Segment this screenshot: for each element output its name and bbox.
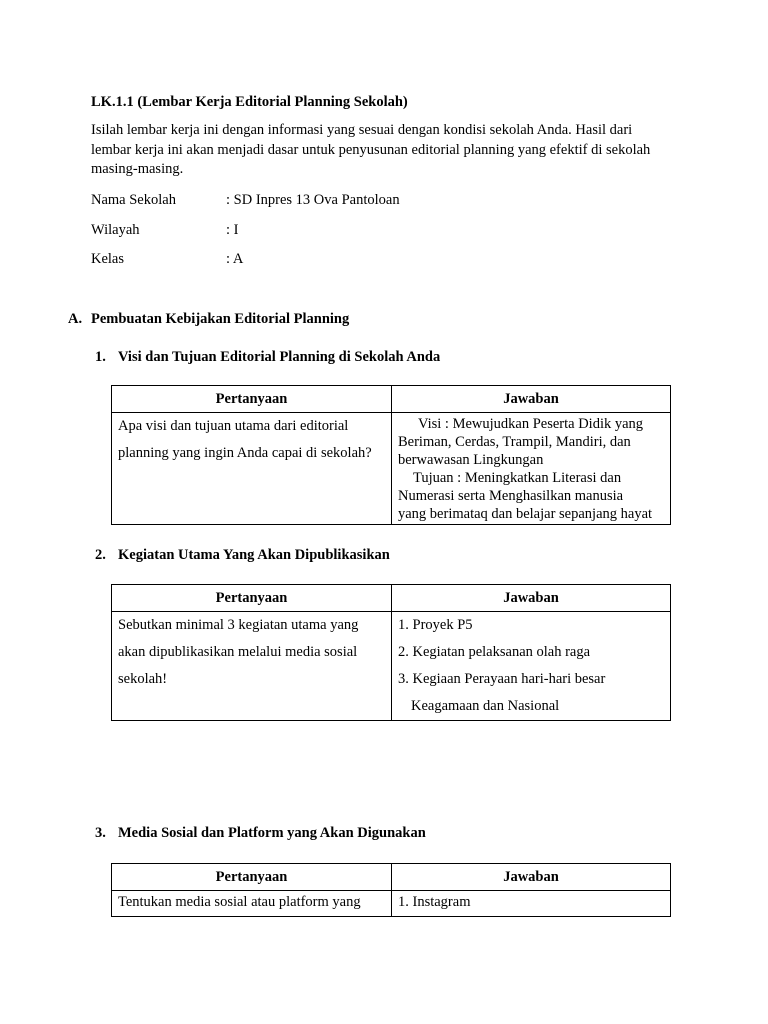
subsection-1-number: 1. [95, 349, 106, 365]
answer-cell [392, 891, 671, 917]
intro-line: lembar kerja ini akan menjadi dasar untuk penyusunan editorial planning yang efektif di sekolah [91, 141, 651, 158]
answer-cell [392, 612, 671, 721]
answer-line: Beriman, Cerdas, Trampil, Mandiri, dan [398, 434, 631, 450]
subsection-2-title: Kegiatan Utama Yang Akan Dipublikasikan [118, 547, 390, 563]
answer-header: Jawaban [392, 585, 671, 612]
question-line: Sebutkan minimal 3 kegiatan utama yang [118, 617, 359, 633]
subsection-2-number: 2. [95, 547, 106, 563]
intro-paragraph [91, 121, 681, 180]
section-a-marker: A. [68, 311, 83, 327]
question-header: Pertanyaan [112, 386, 392, 413]
question-cell [112, 413, 392, 525]
question-header: Pertanyaan [112, 864, 392, 891]
question-line: Apa visi dan tujuan utama dari editorial [118, 418, 349, 434]
intro-line: masing-masing. [91, 161, 184, 177]
question-line: akan dipublikasikan melalui media sosial [118, 644, 358, 660]
class-value: : A [226, 251, 244, 267]
region-value: : I [226, 222, 239, 238]
answer-line: 2. Kegiatan pelaksanan olah raga [398, 644, 591, 660]
answer-line: 1. Instagram [398, 894, 471, 910]
question-line: sekolah! [118, 671, 168, 687]
answer-line: Visi : Mewujudkan Peserta Didik yang [418, 416, 644, 432]
activities-table [111, 584, 671, 721]
media-table [111, 863, 671, 917]
answer-line: 3. Kegiaan Perayaan hari-hari besar [398, 671, 606, 687]
question-cell [112, 612, 392, 721]
region-label: Wilayah [91, 222, 140, 238]
answer-line: yang berimataq dan belajar sepanjang hayat [398, 506, 653, 522]
subsection-3-number: 3. [95, 825, 106, 841]
school-name-value: : SD Inpres 13 Ova Pantoloan [226, 192, 400, 208]
vision-table [111, 385, 671, 525]
question-header: Pertanyaan [112, 585, 392, 612]
question-cell [112, 891, 392, 917]
answer-header: Jawaban [392, 386, 671, 413]
answer-line: Keagamaan dan Nasional [411, 698, 560, 714]
answer-line: Tujuan : Meningkatkan Literasi dan [413, 470, 622, 486]
answer-line: berwawasan Lingkungan [398, 452, 544, 468]
worksheet-title: LK.1.1 (Lembar Kerja Editorial Planning Sekolah) [91, 94, 408, 110]
class-label: Kelas [91, 251, 125, 267]
answer-cell [392, 413, 671, 525]
section-a-title: Pembuatan Kebijakan Editorial Planning [91, 311, 350, 327]
question-line: planning yang ingin Anda capai di sekolah? [118, 445, 372, 461]
answer-line: 1. Proyek P5 [398, 617, 473, 633]
answer-line: Numerasi serta Menghasilkan manusia [398, 488, 624, 504]
answer-header: Jawaban [392, 864, 671, 891]
school-name-label: Nama Sekolah [91, 192, 176, 208]
question-line: Tentukan media sosial atau platform yang [118, 894, 361, 910]
subsection-1-title: Visi dan Tujuan Editorial Planning di Sekolah Anda [118, 349, 441, 365]
subsection-3-title: Media Sosial dan Platform yang Akan Digunakan [118, 825, 426, 841]
intro-line: Isilah lembar kerja ini dengan informasi yang sesuai dengan kondisi sekolah Anda. Hasil dari [91, 122, 633, 138]
